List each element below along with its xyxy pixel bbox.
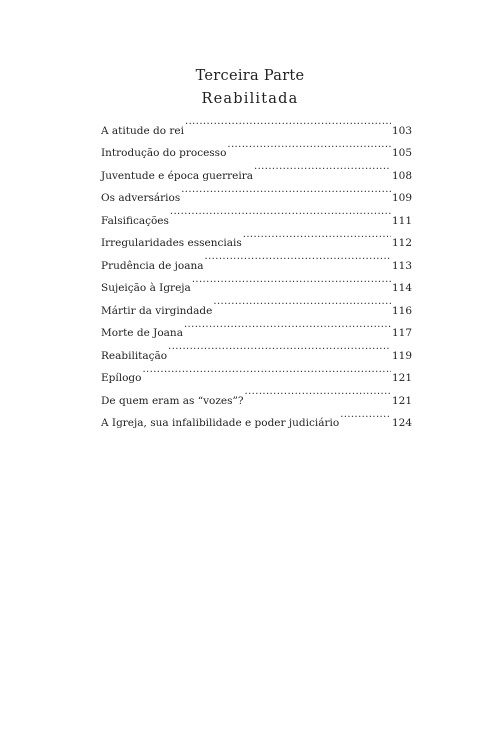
toc-entry-title: Falsificações bbox=[101, 214, 169, 227]
toc-dot-leader bbox=[181, 179, 391, 202]
part-title: Terceira Parte bbox=[195, 68, 305, 84]
toc-dot-leader bbox=[254, 156, 391, 179]
toc-dot-leader bbox=[142, 359, 390, 382]
toc-entry-title: Sujeição à Igreja bbox=[101, 282, 191, 294]
toc-entry-page: 111 bbox=[391, 214, 412, 227]
toc-entry-page: 103 bbox=[391, 124, 412, 137]
toc-entry-page: 121 bbox=[391, 394, 412, 407]
toc-entry bbox=[101, 111, 412, 137]
toc-dot-leader bbox=[168, 336, 391, 359]
toc-dot-leader bbox=[205, 246, 391, 269]
toc-dot-leader bbox=[243, 224, 391, 247]
toc-entry-title: Irregularidades essenciais bbox=[101, 237, 242, 249]
toc-entry-title: Introdução do processo bbox=[101, 147, 227, 159]
toc-dot-leader bbox=[245, 381, 391, 404]
toc-entry-title: A Igreja, sua infalibilidade e poder judiciário bbox=[101, 417, 340, 429]
toc-entry-page: 114 bbox=[391, 282, 412, 294]
toc-entry-page: 108 bbox=[391, 169, 412, 182]
toc-dot-leader bbox=[192, 269, 391, 292]
toc-entry-title: Morte de Joana bbox=[101, 327, 183, 339]
toc-dot-leader bbox=[227, 134, 391, 157]
toc-entry-title: De quem eram as “vozes”? bbox=[101, 394, 244, 407]
toc-dot-leader bbox=[213, 291, 391, 314]
toc-entry-title: Prudência de joana bbox=[101, 259, 204, 272]
toc-dot-leader bbox=[170, 201, 391, 224]
toc-dot-leader bbox=[185, 111, 391, 134]
toc-entry-page: 117 bbox=[391, 327, 412, 339]
toc-dot-leader bbox=[340, 404, 391, 427]
toc-entry-title: Reabilitação bbox=[101, 349, 168, 362]
toc-entry-page: 121 bbox=[391, 372, 412, 384]
toc-entry bbox=[101, 381, 412, 407]
toc-entry-page: 119 bbox=[391, 349, 412, 362]
toc-entry-title: Os adversários bbox=[101, 192, 181, 204]
toc-entry-title: Epílogo bbox=[101, 372, 142, 384]
toc-entry-title: Juventude e época guerreira bbox=[101, 169, 254, 182]
toc-entry-page: 109 bbox=[391, 192, 412, 204]
section-title: Reabilitada bbox=[201, 91, 299, 107]
toc-entry bbox=[101, 359, 412, 382]
toc-entry-page: 113 bbox=[391, 259, 412, 272]
toc-entry-title: A atitude do rei bbox=[101, 124, 184, 137]
table-of-contents bbox=[101, 111, 412, 429]
toc-entry-page: 116 bbox=[391, 304, 412, 317]
toc-dot-leader bbox=[184, 314, 391, 337]
toc-entry-title: Mártir da virgindade bbox=[101, 304, 213, 317]
toc-entry-page: 124 bbox=[391, 417, 412, 429]
toc-entry-page: 105 bbox=[391, 147, 412, 159]
toc-entry-page: 112 bbox=[391, 237, 412, 249]
